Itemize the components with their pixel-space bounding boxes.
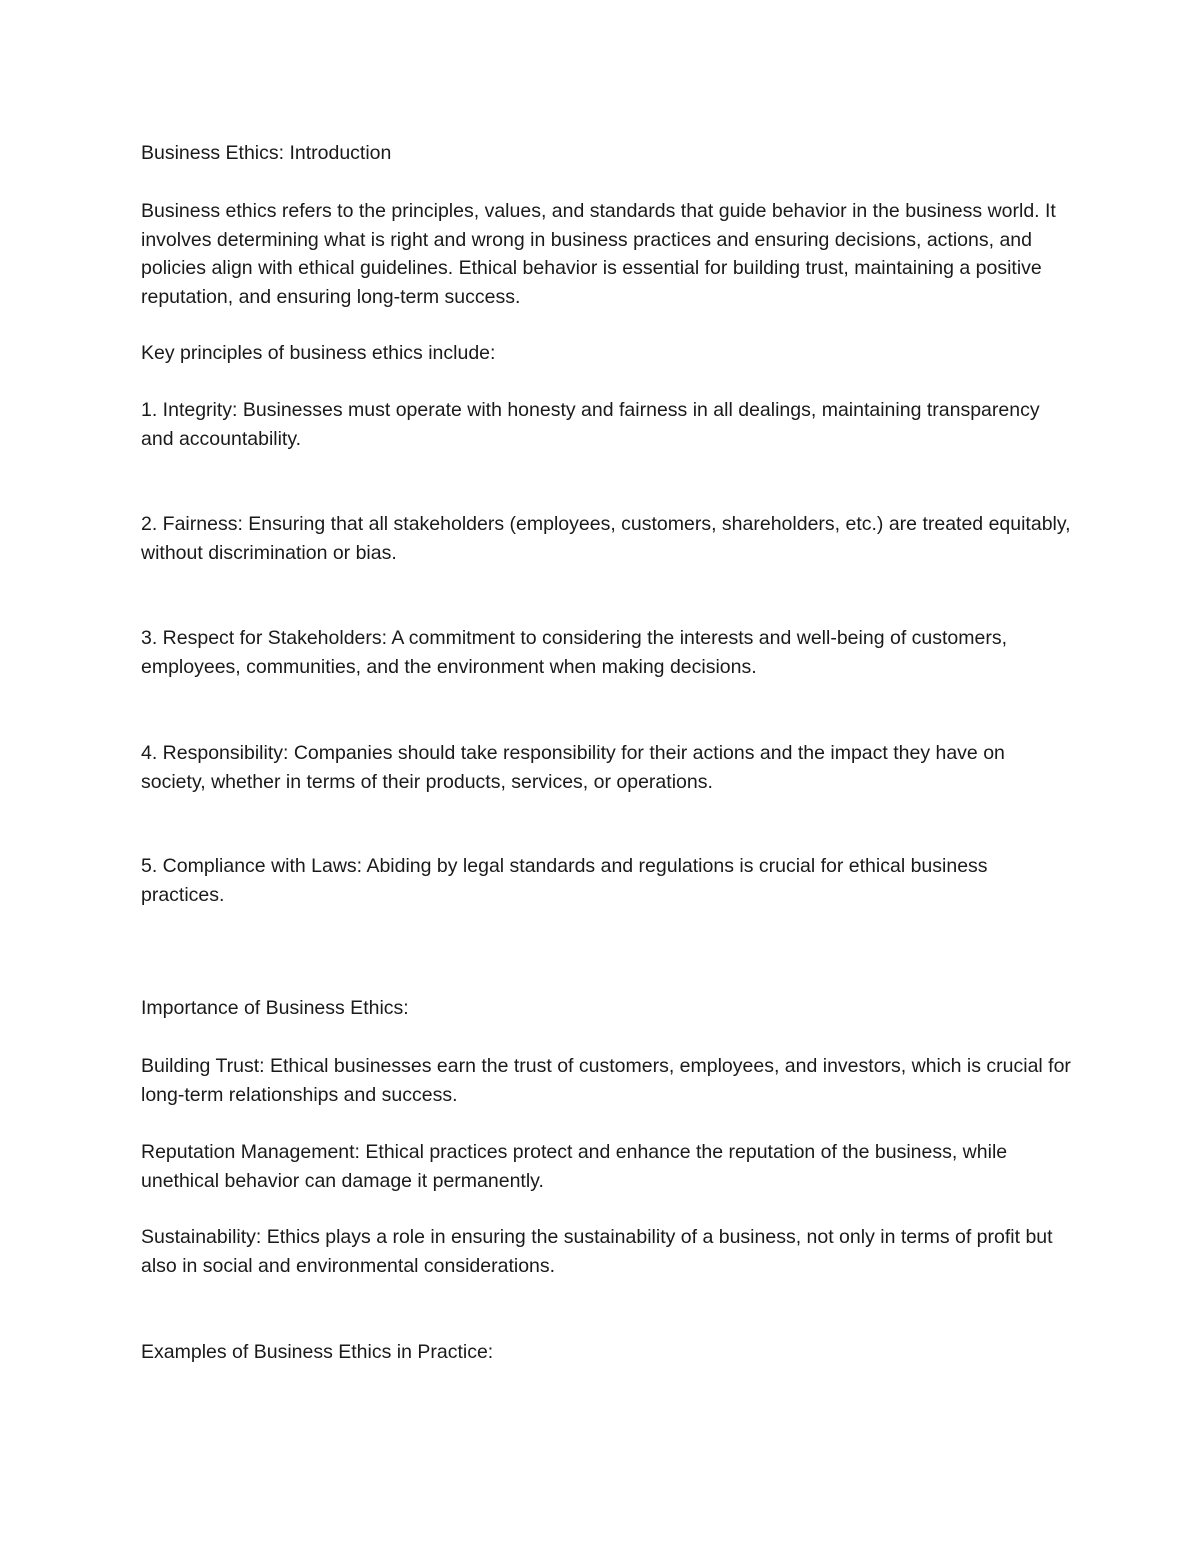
importance-heading: Importance of Business Ethics:: [141, 997, 409, 1019]
document-title: Business Ethics: Introduction: [141, 142, 392, 164]
principle-item-fairness: 2. Fairness: Ensuring that all stakeholders (employees, customers, shareholders, etc.) are treated equitably, without discrimination or bias.: [141, 513, 1071, 564]
importance-item-trust: Building Trust: Ethical businesses earn the trust of customers, employees, and investors, which is crucial for long-term relationships and success.: [141, 1055, 1071, 1106]
principle-item-responsibility: 4. Responsibility: Companies should take responsibility for their actions and the impact they have on society, whether in terms of their products, services, or operations.: [141, 742, 1005, 793]
importance-item-reputation: Reputation Management: Ethical practices protect and enhance the reputation of the business, while unethical behavior can damage it permanently.: [141, 1141, 1008, 1192]
principle-item-integrity: 1. Integrity: Businesses must operate with honesty and fairness in all dealings, maintaining transparency and accountability.: [141, 399, 1040, 450]
principles-heading: Key principles of business ethics include:: [141, 342, 496, 364]
intro-paragraph: Business ethics refers to the principles, values, and standards that guide behavior in the business world. It involves determining what is right and wrong in business practices and ensuring decisions, actions, and policies align with ethical guidelines. Ethical behavior is essential for building trust, maintaining a positive reputation, and ensuring long-term success.: [141, 200, 1056, 308]
importance-item-sustainability: Sustainability: Ethics plays a role in ensuring the sustainability of a business, not only in terms of profit but also in social and environmental considerations.: [141, 1226, 1053, 1277]
examples-heading: Examples of Business Ethics in Practice:: [141, 1341, 494, 1363]
principle-item-respect: 3. Respect for Stakeholders: A commitment to considering the interests and well-being of customers, employees, communities, and the environment when making decisions.: [141, 627, 1008, 678]
principle-item-compliance: 5. Compliance with Laws: Abiding by legal standards and regulations is crucial for ethical business practices.: [141, 855, 988, 906]
